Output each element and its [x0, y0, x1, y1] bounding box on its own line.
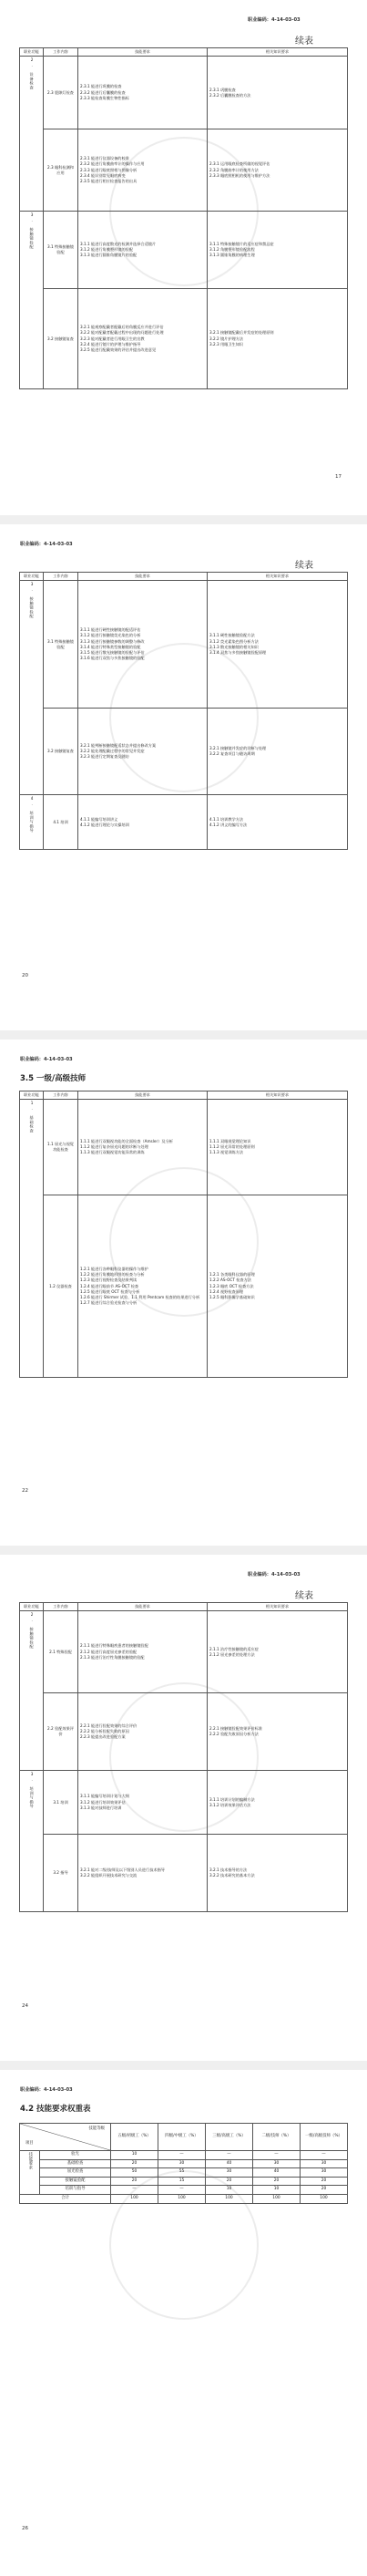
skill-cell	[78, 709, 208, 795]
weight-value: 20	[301, 2177, 348, 2186]
weight-value: 20	[111, 2159, 158, 2168]
list-item: 1.2.4 能进行眼前节 AS-OCT 检查	[80, 1283, 139, 1288]
table-row	[20, 1771, 348, 1835]
func-cell: 3. 培训与指导	[20, 1771, 44, 1912]
header-knowledge: 相关知识要求	[208, 48, 348, 57]
list-item: 2.2.1 能进行验配效果的综合评价	[80, 1723, 138, 1728]
table-row	[20, 1100, 348, 1195]
weight-value: 10	[253, 2186, 301, 2195]
weight-value: 10	[111, 2151, 158, 2160]
knowledge-cell	[208, 289, 348, 389]
list-item: 3.1.4 双焦与多焦接触镜验配原理	[209, 649, 267, 655]
knowledge-cell	[208, 212, 348, 289]
table-row	[20, 289, 348, 389]
content-cell: 3.1 特殊接触镜验配	[44, 212, 78, 289]
header-skill: 技能要求	[78, 573, 208, 581]
func-cell: 2. 设备检查	[20, 57, 44, 212]
list-item: 1.1.3 能进行双眼视觉功能异常的训练	[80, 1150, 145, 1155]
list-item: 3.1.1 特殊接触镜片的适应症和禁忌症	[209, 241, 274, 246]
item-name: 基础检查	[40, 2159, 111, 2168]
func-cell: 1. 基础检查	[20, 1100, 44, 1378]
page-number: 17	[335, 474, 342, 480]
list-item: 3.2.5 能进行配戴效果的评估并提出改进意见	[80, 347, 157, 352]
page-number: 20	[22, 973, 28, 978]
list-item: 3.1.2 能进行角膜塑形镜的验配	[80, 247, 134, 253]
skill-cell	[78, 1771, 208, 1835]
page-number: 22	[22, 1488, 28, 1494]
list-item: 1.2.3 眼底 OCT 检查方法	[209, 1283, 254, 1288]
list-item: 3.2.1 能对二级/技师及以下级别人员进行技术指导	[80, 1867, 165, 1872]
page-number: 26	[22, 2526, 28, 2531]
list-item: 3.2.2 能对配戴者配戴过程中出现的问题进行处理	[80, 330, 164, 336]
header-func: 职业功能	[20, 1603, 44, 1611]
list-item: 3.2.3 能进行定期复查及随访	[80, 754, 129, 760]
list-item: 2.1.2 能进行高度屈光参差的验配	[80, 1649, 138, 1654]
func-cell: 3. 接触镜验配	[20, 212, 44, 389]
weight-value: 30	[253, 2159, 301, 2168]
table-header-row	[20, 1603, 348, 1611]
content-cell: 1.2 仪器检查	[44, 1195, 78, 1378]
list-item: 3.2.2 能处理配戴过程中的常见并发症	[80, 749, 145, 754]
header-knowledge: 相关知识要求	[208, 1603, 348, 1611]
list-item: 3.1.2 荧光素染色图分析方法	[209, 638, 259, 644]
list-item: 1.1.1 双眼视觉理论知识	[209, 1138, 251, 1143]
list-item: 1.2.1 能进行各种眼科仪器的操作与维护	[80, 1266, 148, 1271]
table-header-row	[20, 573, 348, 581]
skill-cell	[78, 795, 208, 850]
list-item: 1.2.4 视野检查原理	[209, 1288, 244, 1294]
skill-cell	[78, 1611, 208, 1693]
skills-table-p4	[19, 1602, 348, 1912]
knowledge-cell	[208, 1771, 348, 1835]
content-cell: 2.1 特殊验配	[44, 1611, 78, 1693]
weight-value: 20	[253, 2177, 301, 2186]
list-item: 2.3.3 眼底照相机的使用与维护方法	[209, 172, 270, 178]
table-row	[20, 2177, 348, 2186]
list-item: 3.2.3 用眼卫生知识	[209, 341, 244, 347]
page-number: 24	[22, 2003, 28, 2009]
skill-cell	[78, 1100, 208, 1195]
knowledge-cell	[208, 1100, 348, 1195]
skill-cell	[78, 129, 208, 212]
list-item: 2.3.4 能识别常见眼底病变	[80, 172, 126, 178]
knowledge-cell	[208, 795, 348, 850]
list-item: 2.1.1 能进行特殊眼疾患者的接触镜验配	[80, 1643, 148, 1649]
section-heading: 3.5 一级/高级技师	[20, 1074, 87, 1083]
table-row	[20, 1835, 348, 1912]
list-item: 1.1.2 屈光异常的处理原则	[209, 1144, 255, 1150]
list-item: 3.2.3 能对配戴者进行用眼卫生的宣教	[80, 336, 145, 341]
list-item: 3.2.1 技术指导的方法	[209, 1867, 248, 1872]
table-row	[20, 212, 348, 289]
list-item: 2.2.2 验配失败原因分析方法	[209, 1732, 259, 1737]
list-item: 1.2.7 能进行综合验光检查与分析	[80, 1300, 138, 1306]
weight-value: 10	[206, 2186, 253, 2195]
total-value: 100	[158, 2194, 206, 2203]
table-row	[20, 795, 348, 850]
list-item: 2.3.5 能进行相应检查报告的出具	[80, 179, 138, 183]
list-item: 2.2.1 接触镜验配效果评价标准	[209, 1726, 263, 1731]
weight-value: 20	[111, 2177, 158, 2186]
level-header: 二级/技师（%）	[253, 2124, 301, 2151]
total-value: 100	[206, 2194, 253, 2203]
diag-top-label: 技能等级	[88, 2126, 105, 2131]
document-page-1	[0, 0, 367, 515]
header-content: 工作内容	[44, 1603, 78, 1611]
list-item: 3.2.2 复查项目与随访周期	[209, 751, 255, 757]
skills-table-p2	[19, 572, 348, 850]
list-item: 2.3.2 能进行角膜曲率计的操作与应用	[80, 161, 145, 167]
weight-table	[19, 2123, 348, 2204]
list-item: 2.3.2 角膜曲率计的使用方法	[209, 167, 259, 172]
table-row	[20, 709, 348, 795]
continued-label: 续表	[295, 1591, 313, 1601]
weight-value: 20	[206, 2177, 253, 2186]
weight-value: 30	[301, 2159, 348, 2168]
page-header-code: 职业编码：4-14-03-03	[248, 17, 301, 23]
weight-value: 55	[158, 2168, 206, 2178]
list-item: 1.1.2 能进行复杂屈光问题的诊断与处理	[80, 1144, 148, 1150]
document-page-4	[0, 1555, 367, 2061]
weight-value: —	[158, 2186, 206, 2195]
continued-label: 续表	[295, 561, 313, 571]
list-item: 3.1.2 能进行接触镜荧光染色的分析	[80, 633, 141, 638]
group-cell: 技能要求	[20, 2151, 40, 2195]
list-item: 3.2.2 镜片护理方法	[209, 336, 244, 341]
header-func: 职业功能	[20, 1091, 44, 1100]
content-cell: 3.2 指导	[44, 1835, 78, 1912]
weight-value: 15	[158, 2177, 206, 2186]
list-item: 2.3.2 后囊膜检查的方法	[209, 92, 251, 98]
table-header-row	[20, 1091, 348, 1100]
list-item: 3.2.1 接触镜并发症的诊断与处理	[209, 746, 267, 750]
content-cell: 2.2 验配效果评价	[44, 1693, 78, 1771]
weight-value: 40	[206, 2159, 253, 2168]
list-item: 1.1.3 视觉训练方法	[209, 1150, 244, 1155]
knowledge-cell	[208, 1835, 348, 1912]
level-header: 三级/高级工（%）	[206, 2124, 253, 2151]
level-header: 四级/中级工（%）	[158, 2124, 206, 2151]
list-item: 3.1.2 培训效果评估方法	[209, 1802, 251, 1807]
list-item: 2.3.3 能检查角膜生物性指标	[80, 95, 129, 100]
list-item: 3.1.4 能进行特殊类型接触镜的验配	[80, 644, 141, 649]
list-item: 4.1.1 能编写培训讲义	[80, 816, 118, 822]
skill-cell	[78, 1195, 208, 1378]
document-page-2	[0, 524, 367, 1030]
knowledge-cell	[208, 57, 348, 129]
header-skill: 技能要求	[78, 1603, 208, 1611]
list-item: 1.2.2 AS-OCT 检查方法	[209, 1278, 251, 1283]
list-item: 3.1.3 能进行圆锥角膜镜片的验配	[80, 253, 138, 258]
list-item: 2.3.3 能进行眼底照相与图像分析	[80, 167, 138, 172]
weight-value: 30	[301, 2168, 348, 2178]
item-name: 验光	[40, 2151, 111, 2160]
func-cell: 3. 接触镜验配	[20, 581, 44, 795]
total-value: 100	[111, 2194, 158, 2203]
skill-cell	[78, 289, 208, 389]
list-item: 1.1.1 能进行双眼视功能的全面检查（Amsler）及分析	[80, 1138, 173, 1143]
table-row	[20, 1611, 348, 1693]
list-item: 3.1.1 能进行高度散光的检测并选择合适镜片	[80, 241, 157, 246]
list-item: 3.1.3 圆锥角膜的病理生理	[209, 253, 255, 258]
list-item: 2.1.3 能进行治疗性角膜接触镜的验配	[80, 1654, 145, 1660]
list-item: 3.1.1 培训计划的编制方法	[209, 1796, 255, 1802]
skills-table-p1	[19, 47, 348, 389]
content-cell: 4.1 培训	[44, 795, 78, 850]
content-cell: 2.3 眼科检测和应用	[44, 129, 78, 212]
list-item: 2.3.1 运用眼底检查所做的视觉评估	[209, 161, 270, 167]
list-item: 1.2.2 能进行角膜地形图的检查与分析	[80, 1272, 145, 1278]
list-item: 4.1.2 能进行理论与实操培训	[80, 822, 129, 827]
weight-value: 40	[253, 2168, 301, 2178]
list-item: 2.1.1 治疗性接触镜的适应症	[209, 1646, 259, 1651]
table-row	[20, 1693, 348, 1771]
table-row	[20, 1195, 348, 1378]
header-content: 工作内容	[44, 48, 78, 57]
weight-value: —	[253, 2151, 301, 2160]
list-item: 1.2.3 能进行视野检查及结果判读	[80, 1278, 138, 1283]
level-header: 五级/初级工（%）	[111, 2124, 158, 2151]
diag-bottom-label: 项目	[25, 2141, 34, 2147]
func-cell: 4. 培训与指导	[20, 795, 44, 850]
header-skill: 技能要求	[78, 1091, 208, 1100]
total-value: 100	[301, 2194, 348, 2203]
list-item: 3.1.3 散光接触镜的相关知识	[209, 644, 259, 649]
list-item: 3.2.1 接触镜配戴后并发症的处理原则	[209, 330, 274, 336]
document-page-5	[0, 2070, 367, 2576]
item-name: 培训与指导	[40, 2186, 111, 2195]
item-name: 屈光检查	[40, 2168, 111, 2178]
list-item: 2.2.2 能分析验配失败的原因	[80, 1729, 129, 1734]
page-header-code: 职业编码：4-14-03-03	[248, 1572, 301, 1578]
total-label: 合计	[20, 2194, 111, 2203]
table-row	[20, 2159, 348, 2168]
list-item: 3.1.5 能进行散光接触镜的验配与评估	[80, 649, 145, 655]
skill-cell	[78, 57, 208, 129]
table-row	[20, 581, 348, 709]
list-item: 3.1.1 能进行硬性接触镜的配适评估	[80, 627, 141, 633]
weight-value: —	[111, 2186, 158, 2195]
list-item: 3.1.3 能对技师进行培训	[80, 1805, 122, 1810]
list-item: 2.3.2 能进行后囊膜的检查	[80, 89, 126, 95]
skill-cell	[78, 1835, 208, 1912]
list-item: 2.3.1 能进行仪器设备的校准	[80, 156, 129, 161]
list-item: 2.1.2 屈光参差的处理方法	[209, 1651, 255, 1657]
header-skill: 技能要求	[78, 48, 208, 57]
content-cell: 3.2 接触镜复查	[44, 289, 78, 389]
knowledge-cell	[208, 1693, 348, 1771]
list-item: 3.2.1 能观察配戴者配戴后的角膜反应并进行评估	[80, 325, 164, 330]
list-item: 3.1.6 能进行双焦与多焦接触镜的验配	[80, 656, 145, 661]
list-item: 4.1.2 讲义的编写方法	[209, 822, 248, 827]
list-item: 3.1.3 能进行接触镜参数的调整与修改	[80, 638, 145, 644]
level-header: 一级/高级技师（%）	[301, 2124, 348, 2151]
table-header-row	[20, 48, 348, 57]
continued-label: 续表	[295, 36, 313, 47]
diagonal-header-cell	[20, 2124, 111, 2151]
list-item: 3.2.2 能组织开展技术研究与交流	[80, 1873, 138, 1878]
list-item: 3.2.2 技术研究的基本方法	[209, 1873, 255, 1878]
content-cell: 3.1 培训	[44, 1771, 78, 1835]
skill-cell	[78, 581, 208, 709]
table-row	[20, 57, 348, 129]
list-item: 1.2.6 能进行 Shirmer 试验、1.1 利用 Pentcam 检查的结果进行分析	[80, 1295, 200, 1299]
weight-value: 20	[301, 2186, 348, 2195]
header-func: 职业功能	[20, 48, 44, 57]
list-item: 4.1.1 培训教学方法	[209, 816, 244, 822]
weight-value: —	[301, 2151, 348, 2160]
content-cell: 3.1 特殊接触镜验配	[44, 581, 78, 709]
page-header-code: 职业编码：4-14-03-03	[20, 1057, 73, 1062]
header-func: 职业功能	[20, 573, 44, 581]
weight-value: —	[158, 2151, 206, 2160]
list-item: 2.3.1 能进行巩膜的检查	[80, 84, 122, 89]
total-value: 100	[253, 2194, 301, 2203]
func-cell: 2. 接触镜验配	[20, 1611, 44, 1771]
list-item: 3.2.4 能进行镜片的护理与维护指导	[80, 341, 141, 347]
skill-cell	[78, 1693, 208, 1771]
weight-value: 30	[158, 2159, 206, 2168]
skills-table-p3	[19, 1091, 348, 1378]
list-item: 3.2.1 能判断接触镜配适状态并提出修改方案	[80, 742, 157, 748]
document-page-3	[0, 1040, 367, 1546]
list-item: 1.2.5 眼科影像学基础知识	[209, 1295, 255, 1299]
table-row	[20, 129, 348, 212]
skill-cell	[78, 212, 208, 289]
item-name: 接触镜验配	[40, 2177, 111, 2186]
list-item: 1.2.1 各类眼科仪器的原理	[209, 1272, 255, 1278]
knowledge-cell	[208, 129, 348, 212]
weight-value: —	[206, 2151, 253, 2160]
content-cell: 2.3 裂隙灯检查	[44, 57, 78, 129]
section-heading: 4.2 技能要求权重表	[20, 2105, 91, 2114]
header-knowledge: 相关知识要求	[208, 1091, 348, 1100]
knowledge-cell	[208, 581, 348, 709]
list-item: 2.3.1 巩膜检查	[209, 87, 236, 92]
table-row	[20, 2186, 348, 2195]
content-cell: 3.2 接触镜复查	[44, 709, 78, 795]
list-item: 3.1.1 能编写培训计划与大纲	[80, 1794, 129, 1799]
page-header-code: 职业编码：4-14-03-03	[20, 2087, 73, 2093]
header-knowledge: 相关知识要求	[208, 573, 348, 581]
header-content: 工作内容	[44, 573, 78, 581]
content-cell: 1.1 屈光与视觉功能检查	[44, 1100, 78, 1195]
list-item: 1.2.5 能进行眼底 OCT 检查与分析	[80, 1288, 140, 1294]
list-item: 2.2.3 能提出改进验配方案	[80, 1734, 126, 1740]
weight-header-row	[20, 2124, 348, 2151]
weight-value: 50	[111, 2168, 158, 2178]
knowledge-cell	[208, 1195, 348, 1378]
list-item: 3.1.2 角膜塑形镜验配流程	[209, 247, 255, 253]
list-item: 3.1.1 硬性接触镜验配方法	[209, 633, 255, 638]
knowledge-cell	[208, 709, 348, 795]
table-row	[20, 2151, 348, 2160]
weight-value: 30	[206, 2168, 253, 2178]
total-row	[20, 2194, 348, 2203]
header-content: 工作内容	[44, 1091, 78, 1100]
list-item: 3.1.2 能进行培训效果评估	[80, 1799, 126, 1805]
page-header-code: 职业编码：4-14-03-03	[20, 542, 73, 547]
knowledge-cell	[208, 1611, 348, 1693]
table-row	[20, 2168, 348, 2178]
